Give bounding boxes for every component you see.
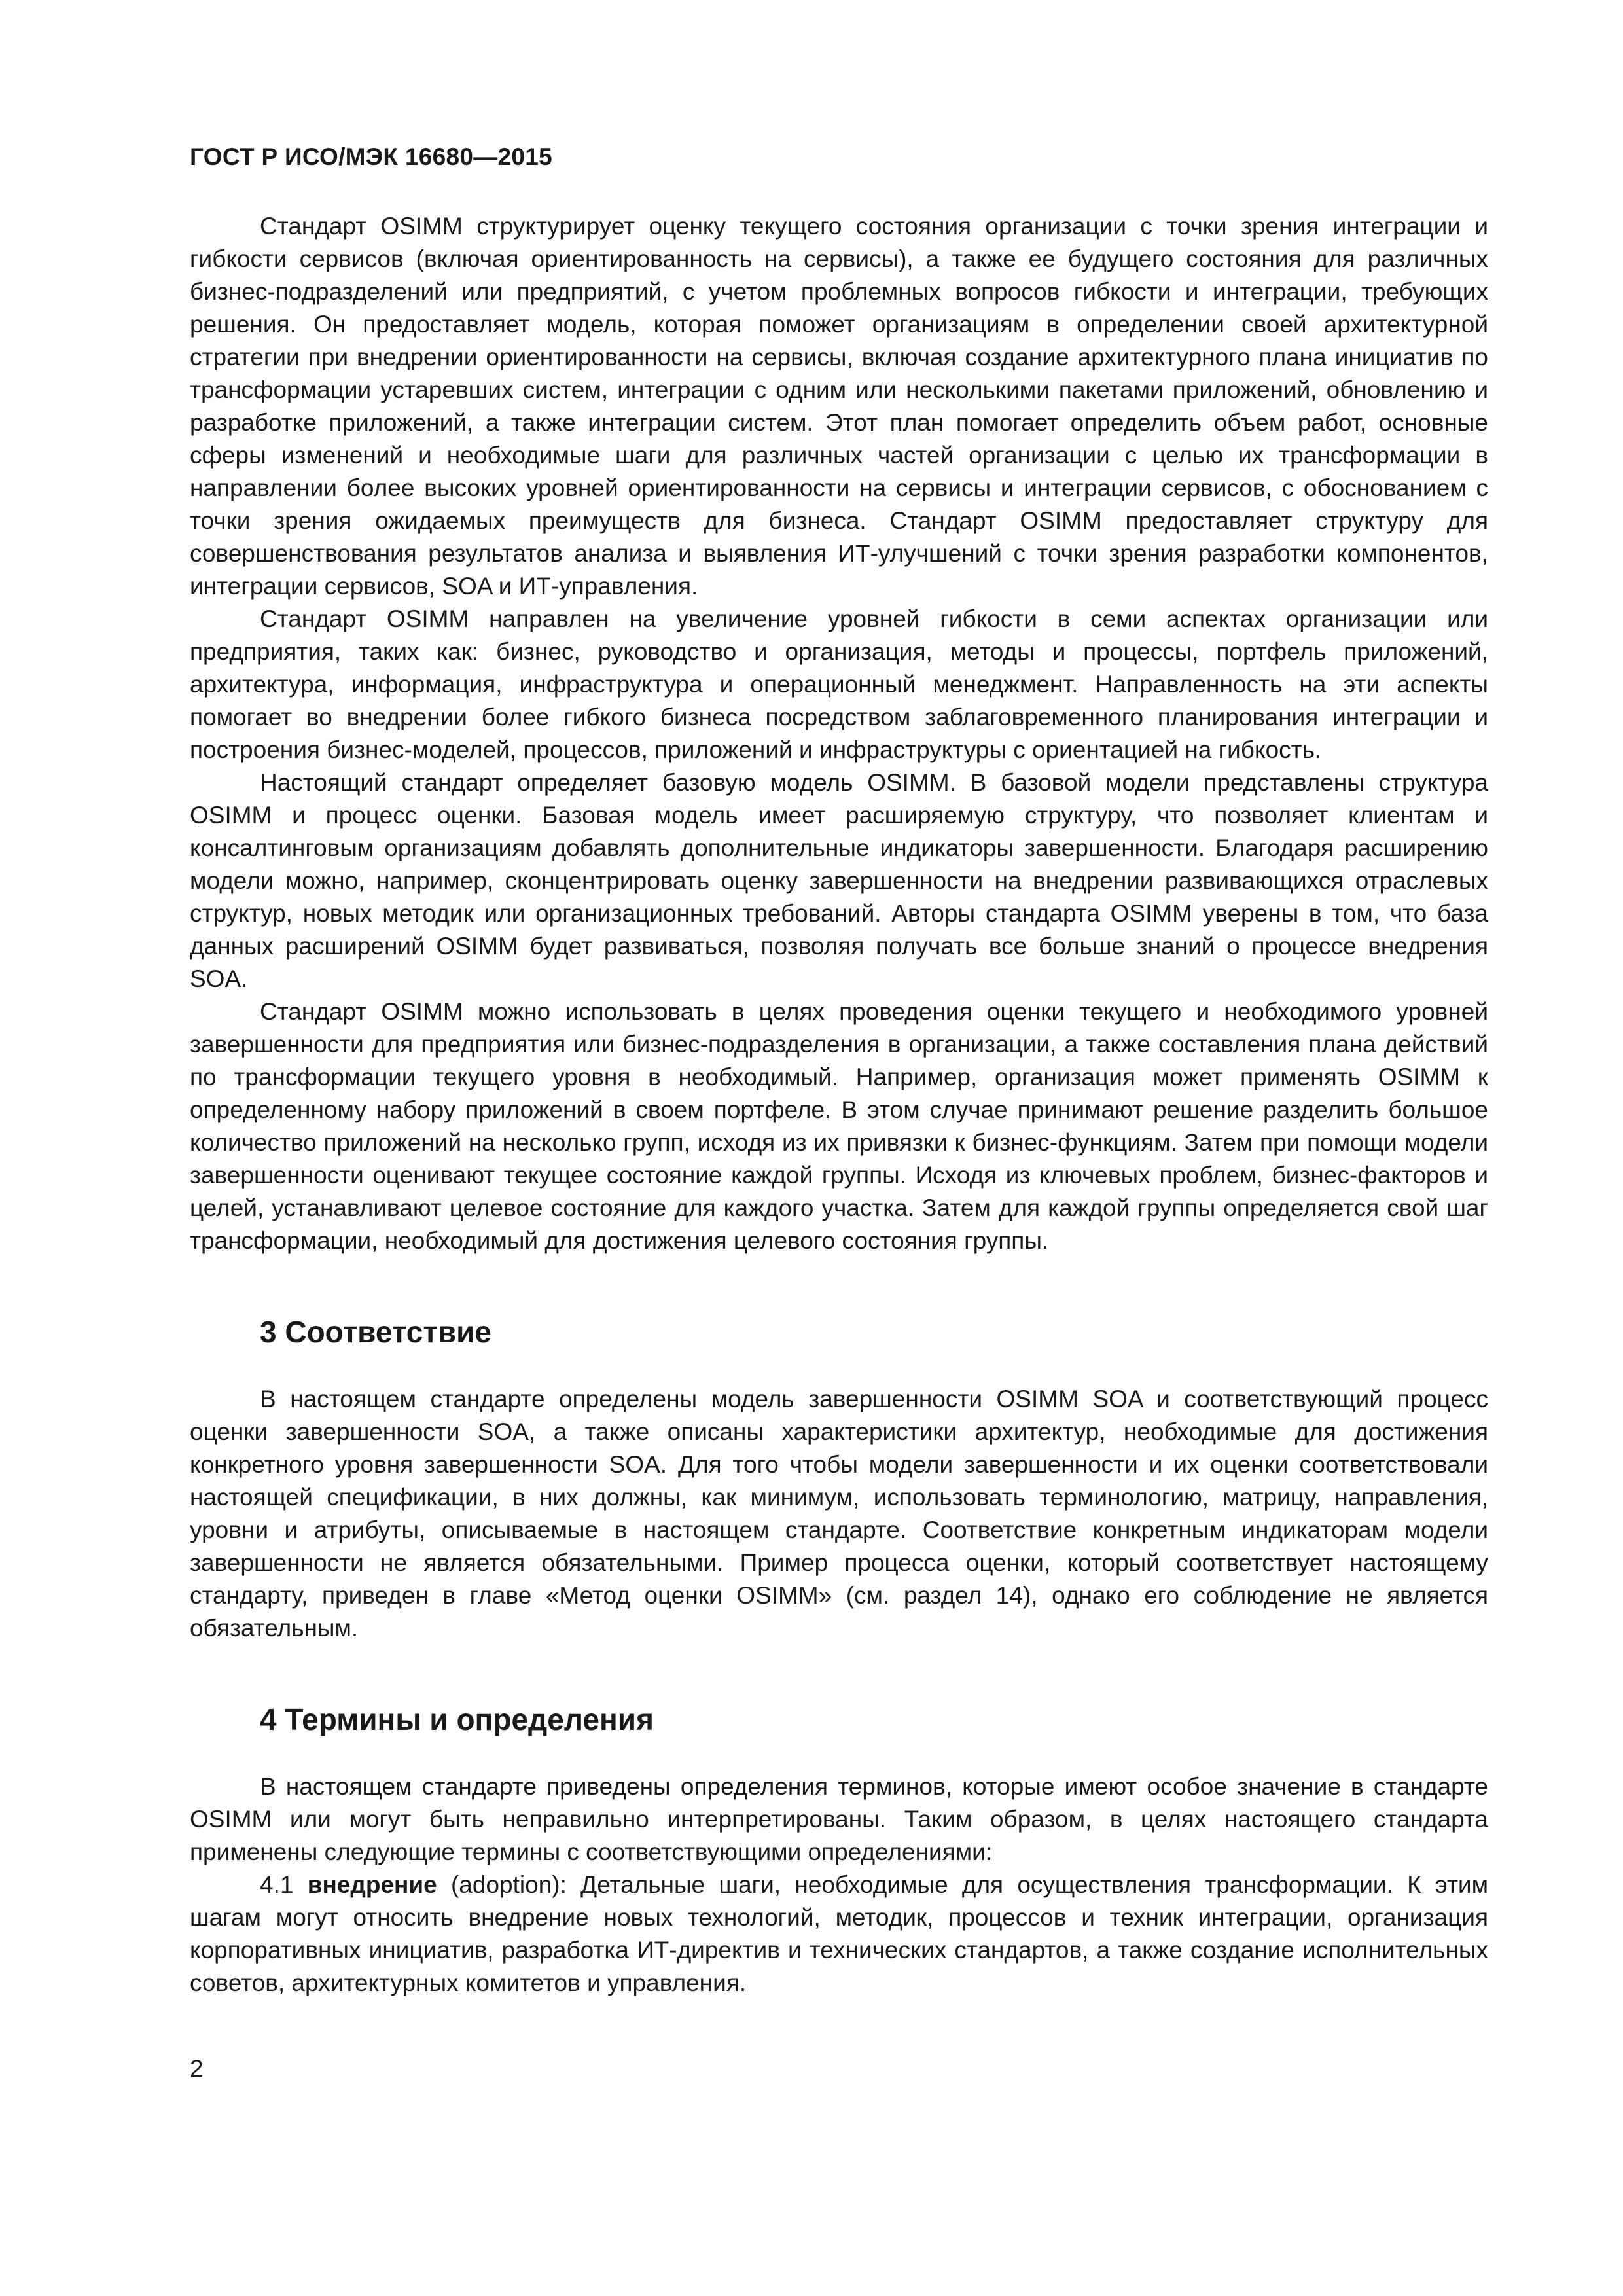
term-4-1 <box>190 1869 1488 2000</box>
section-4-intro: В настоящем стандарте приведены определения терминов, которые имеют особое значение в стандарте OSIMM или могут быть неправильно интерпретированы. Таким образом, в целях настоящего стандарта применены следующие термины с соответствующими определениями: <box>190 1773 1488 1865</box>
term-4-1-term: внедрение <box>307 1871 437 1898</box>
section-3-paragraph-1: В настоящем стандарте определены модель завершенности OSIMM SOA и соответствующий процесс оценки завершенности SOA, а также описаны характеристики архитектур, необходимые для достижения конкретного уровня завершенности SOA. Для того чтобы модели завершенности и их оценки соответствовали настоящей спецификации, в них должны, как минимум, использовать терминологию, матрицу, направления, уровни и атрибуты, описываемые в настоящем стандарте. Соответствие конкретным индикаторам модели завершенности не является обязательными. Пример процесса оценки, который соответствует настоящему стандарту, приведен в главе «Метод оценки OSIMM» (см. раздел 14), однако его соблюдение не является обязательным. <box>190 1386 1488 1641</box>
intro-paragraph-1: Стандарт OSIMM структурирует оценку текущего состояния организации с точки зрения интеграции и гибкости сервисов (включая ориентированность на сервисы), а также ее будущего состояния для различных бизнес-подразделений или предприятий, с учетом проблемных вопросов гибкости и интеграции, требующих решения. Он предоставляет модель, которая поможет организациям в определении своей архитектурной стратегии при внедрении ориентированности на сервисы, включая создание архитектурного плана инициатив по трансформации устаревших систем, интеграции с одним или несколькими пакетами приложений, обновлению и разработке приложений, а также интеграции систем. Этот план помогает определить объем работ, основные сферы изменений и необходимые шаги для различных частей организации с целью их трансформации в направлении более высоких уровней ориентированности на сервисы и интеграции сервисов, с обоснованием с точки зрения ожидаемых преимуществ для бизнеса. Стандарт OSIMM предоставляет структуру для совершенствования результатов анализа и выявления ИТ-улучшений с точки зрения разработки компонентов, интеграции сервисов, SOA и ИТ-управления. <box>190 213 1488 600</box>
intro-paragraph-4: Стандарт OSIMM можно использовать в целях проведения оценки текущего и необходимого уровней завершенности для предприятия или бизнес-подразделения в организации, а также составления плана действий по трансформации текущего уровня в необходимый. Например, организация может применять OSIMM к определенному набору приложений в своем портфеле. В этом случае принимают решение разделить большое количество приложений на несколько групп, исходя из их привязки к бизнес-функциям. Затем при помощи модели завершенности оценивают текущее состояние каждой группы. Исходя из ключевых проблем, бизнес-факторов и целей, устанавливают целевое состояние для каждого участка. Затем для каждой группы определяется свой шаг трансформации, необходимый для достижения целевого состояния группы. <box>190 998 1488 1254</box>
intro-paragraph-2: Стандарт OSIMM направлен на увеличение уровней гибкости в семи аспектах организации или предприятия, таких как: бизнес, руководство и организация, методы и процессы, портфель приложений, архитектура, информация, инфраструктура и операционный менеджмент. Направленность на эти аспекты помогает во внедрении более гибкого бизнеса посредством заблаговременного планирования интеграции и построения бизнес-моделей, процессов, приложений и инфраструктуры с ориентацией на гибкость. <box>190 605 1488 763</box>
document-page <box>190 141 1488 2000</box>
page-number: 2 <box>190 2055 204 2082</box>
term-4-1-english: (adoption): <box>450 1871 567 1898</box>
term-4-1-number: 4.1 <box>260 1871 294 1898</box>
section-4 <box>190 1700 1488 2000</box>
term-4-1-definition: Детальные шаги, необходимые для осуществления трансформации. К этим шагам могут относить внедрение новых технологий, методик, процессов и техник интеграции, организация корпоративных инициатив, разработка ИТ-директив и технических стандартов, а также создание исполнительных советов, архитектурных комитетов и управления. <box>190 1871 1489 1996</box>
intro-paragraph-3: Настоящий стандарт определяет базовую модель OSIMM. В базовой модели представлены структура OSIMM и процесс оценки. Базовая модель имеет расширяемую структуру, что позволяет клиентам и консалтинговым организациям добавлять дополнительные индикаторы завершенности. Благодаря расширению модели можно, например, сконцентрировать оценку завершенности на внедрении развивающихся отраслевых структур, новых методик или организационных требований. Авторы стандарта OSIMM уверены в том, что база данных расширений OSIMM будет развиваться, позволяя получать все больше знаний о процессе внедрения SOA. <box>190 769 1488 992</box>
section-3-heading: 3 Соответствие <box>260 1315 491 1349</box>
document-header: ГОСТ Р ИСО/МЭК 16680—2015 <box>190 143 553 170</box>
section-3 <box>190 1312 1488 1645</box>
section-4-heading: 4 Термины и определения <box>260 1702 654 1736</box>
intro-section <box>190 210 1488 1257</box>
